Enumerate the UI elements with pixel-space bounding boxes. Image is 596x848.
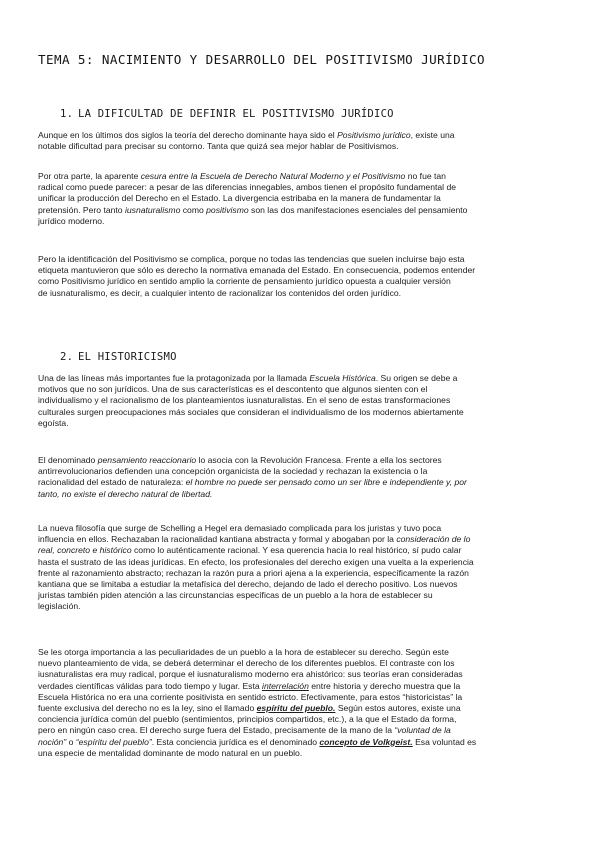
text-line bbox=[38, 193, 558, 204]
text-line bbox=[38, 714, 558, 725]
text-run: notable dificultad para precisar su contorno. Tanta que quizá sea mejor hablar de Positivismos. bbox=[38, 141, 399, 152]
text-run: el hombre no puede ser pensado como un ser libre e independiente y, por bbox=[185, 477, 467, 488]
text-run: pensamiento reaccionario bbox=[97, 455, 197, 465]
text-run: iusnaturalistas era muy radical, porque el iusnaturalismo moderno era ahistórico: sus teorías eran consideradas bbox=[38, 669, 463, 680]
text-line bbox=[38, 418, 558, 429]
text-run: Escuela Histórica bbox=[309, 373, 376, 383]
text-line bbox=[38, 601, 558, 612]
section-number: 1. bbox=[60, 108, 74, 120]
text-line bbox=[38, 141, 558, 152]
section-heading-2 bbox=[60, 351, 177, 363]
text-run: La nueva filosofía que surge de Schelling a Hegel era demasiado complicada para los juristas y tuvo poca bbox=[38, 523, 442, 533]
paragraph bbox=[38, 254, 558, 299]
text-line bbox=[38, 534, 558, 545]
text-line bbox=[38, 288, 558, 299]
text-line bbox=[38, 658, 558, 669]
text-line bbox=[38, 579, 558, 590]
text-line bbox=[38, 557, 558, 568]
text-run: iusnaturalismo bbox=[124, 204, 181, 215]
text-run: como Positivismo jurídico en sentido amplio la corriente de pensamiento jurídico opuesta a cualquier versión bbox=[38, 276, 451, 287]
text-line bbox=[38, 407, 558, 418]
text-run: legislación. bbox=[38, 601, 81, 612]
text-line bbox=[38, 477, 558, 488]
text-run: como bbox=[180, 204, 207, 215]
text-run: hasta el sustrato de las ideas jurídicas. En efecto, los profesionales del derecho exigen una vuelta a la experiencia bbox=[38, 556, 474, 567]
text-line bbox=[38, 692, 558, 703]
text-run: son las dos manifestaciones esenciales del pensamiento bbox=[248, 204, 468, 215]
text-line bbox=[38, 182, 558, 193]
text-line bbox=[38, 725, 558, 736]
text-run: pero en ningún caso crea. El derecho surge fuera del Estado, precisamente de la mano de la bbox=[38, 725, 395, 736]
paragraph bbox=[38, 171, 558, 227]
text-run: jurídico moderno. bbox=[38, 215, 105, 226]
text-line bbox=[38, 568, 558, 579]
text-run: una especie de mentalidad dominante de modo natural en un pueblo. bbox=[38, 747, 303, 758]
text-run: Escuela Histórica no era una corriente positivista en sentido estricto. Efectivamente, para estos “historicistas” la bbox=[38, 691, 463, 702]
text-run: radical como puede parecer: a pesar de las diferencias innegables, ambos tienen el propósito fundamental de bbox=[38, 182, 457, 193]
text-line bbox=[38, 384, 558, 395]
text-line bbox=[38, 395, 558, 406]
text-run: Una de las líneas más importantes fue la protagonizada por la llamada bbox=[38, 373, 310, 383]
text-line bbox=[38, 647, 558, 658]
document-title: TEMA 5: NACIMIENTO Y DESARROLLO DEL POSITIVISMO JURÍDICO bbox=[38, 52, 485, 67]
text-run: nuevo planteamiento de vida, se deberá determinar el derecho de los diferentes pueblos. El contraste con los bbox=[38, 658, 455, 669]
text-run: espíritu del pueblo. bbox=[256, 702, 336, 713]
text-run: de iusnaturalismo, es decir, a cualquier intento de racionalizar los contenidos del orden jurídico. bbox=[38, 287, 402, 298]
text-line bbox=[38, 265, 558, 276]
text-run: kantiana que se limitaba a estudiar la metafísica del derecho, dejando de lado el derecho positivo. Los nuevos bbox=[38, 578, 458, 589]
section-heading-1 bbox=[60, 108, 394, 120]
text-line bbox=[38, 373, 558, 384]
text-run: , existe una bbox=[410, 130, 455, 140]
text-run: frente al razonamiento abstracto; rechazan la razón pura a priori ajena a la experiencia, específicamente la razón bbox=[38, 567, 469, 578]
text-line bbox=[38, 523, 558, 534]
text-run: . Esta conciencia jurídica es el denominado bbox=[151, 736, 320, 747]
text-run: Se les otorga importancia a las peculiaridades de un pueblo a la hora de establecer su derecho. Según este bbox=[38, 647, 449, 657]
text-run: . Su origen se debe a bbox=[375, 373, 458, 383]
text-line bbox=[38, 669, 558, 680]
text-run: individualismo y el racionalismo de los planteamientos iusnaturalistas. En el seno de estas transformaciones bbox=[38, 395, 451, 406]
text-run: influencia en ellos. Rechazaban la racionalidad kantiana abstracta y formal y abogaban por la bbox=[38, 534, 397, 545]
text-run: noción” bbox=[38, 736, 67, 747]
paragraph bbox=[38, 130, 558, 152]
text-line bbox=[38, 681, 558, 692]
text-run: Aunque en los últimos dos siglos la teoría del derecho dominante haya sido el bbox=[38, 130, 338, 140]
text-line bbox=[38, 737, 558, 748]
text-run: juristas también piden atención a las circunstancias específicas de un pueblo a la hora de establecer su bbox=[38, 590, 433, 601]
section-number: 2. bbox=[60, 351, 74, 363]
text-run: Según estos autores, existe una bbox=[335, 702, 461, 713]
text-line bbox=[38, 748, 558, 759]
text-run: motivos que no son jurídicos. Una de sus características es el descontento que algunos sienten con el bbox=[38, 384, 428, 395]
text-run: culturales surgen preocupaciones más sociales que consideran el individualismo de los modernos abiertamente bbox=[38, 406, 464, 417]
text-line bbox=[38, 276, 558, 287]
text-line bbox=[38, 489, 558, 500]
text-run: unificar la producción del Derecho en el Estado. La divergencia estribaba en la manera de fundamentar la bbox=[38, 193, 441, 204]
text-run: antirrevolucionarios defienden una concepción organicista de la sociedad y rechazan la existencia o la bbox=[38, 466, 428, 477]
text-run: tanto, no existe el derecho natural de libertad. bbox=[38, 488, 213, 499]
text-line bbox=[38, 545, 558, 556]
text-line bbox=[38, 466, 558, 477]
text-run: egoísta. bbox=[38, 417, 69, 428]
paragraph bbox=[38, 373, 558, 429]
text-line bbox=[38, 216, 558, 227]
text-run: entre historia y derecho muestra que la bbox=[308, 680, 461, 691]
text-line bbox=[38, 130, 558, 141]
text-line bbox=[38, 205, 558, 216]
paragraph bbox=[38, 647, 558, 759]
text-line bbox=[38, 703, 558, 714]
paragraph bbox=[38, 523, 558, 613]
text-run: etiqueta mantuvieron que sólo es derecho la normativa emanada del Estado. En consecuencia, podemos entender bbox=[38, 265, 476, 276]
section-title: LA DIFICULTAD DE DEFINIR EL POSITIVISMO JURÍDICO bbox=[78, 108, 394, 120]
text-line bbox=[38, 254, 558, 265]
text-run: o bbox=[66, 736, 76, 747]
text-run: pretensión. Pero tanto bbox=[38, 204, 125, 215]
text-line bbox=[38, 171, 558, 182]
text-run: positivismo bbox=[206, 204, 249, 215]
text-run: “voluntad de la bbox=[394, 725, 451, 736]
text-run: Pero la identificación del Positivismo se complica, porque no todas las tendencias que suelen incluirse bajo esta bbox=[38, 254, 465, 264]
text-run: lo asocia con la Revolución Francesa. Frente a ella los sectores bbox=[196, 455, 442, 465]
text-run: concepto de Volkgeist. bbox=[319, 736, 413, 747]
text-run: verdades científicas válidas para todo tiempo y lugar. Esta bbox=[38, 680, 263, 691]
text-line bbox=[38, 590, 558, 601]
text-line bbox=[38, 455, 558, 466]
text-run: no fue tan bbox=[405, 171, 446, 181]
text-run: interrelación bbox=[262, 680, 309, 691]
text-run: como lo auténticamente racional. Y esa querencia hacia lo real histórico, sí pudo calar bbox=[131, 545, 462, 556]
text-run: cesura entre la Escuela de Derecho Natural Moderno y el Positivismo bbox=[140, 171, 406, 181]
text-run: Positivismo jurídico bbox=[337, 130, 411, 140]
text-run: Por otra parte, la aparente bbox=[38, 171, 141, 181]
text-run: real, concreto e histórico bbox=[38, 545, 132, 556]
section-title: EL HISTORICISMO bbox=[78, 351, 177, 363]
text-run: El denominado bbox=[38, 455, 98, 465]
text-run: fuente exclusiva del derecho no es la ley, sino el llamado bbox=[38, 702, 257, 713]
text-run: “espíritu del pueblo” bbox=[75, 736, 152, 747]
text-run: racionalidad del estado de naturaleza: bbox=[38, 477, 186, 488]
text-run: conciencia jurídica común del pueblo (sentimientos, principios compartidos, etc.), a la que el Estado da forma, bbox=[38, 714, 457, 725]
text-run: Esa voluntad es bbox=[412, 736, 477, 747]
paragraph bbox=[38, 455, 558, 500]
text-run: consideración de lo bbox=[396, 534, 471, 545]
